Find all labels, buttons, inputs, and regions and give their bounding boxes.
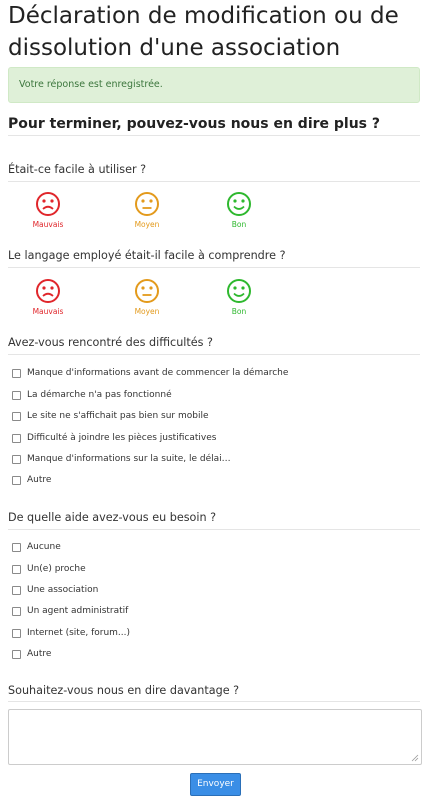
rating-label: Bon bbox=[231, 220, 247, 229]
checkbox-label: Le site ne s'affichait pas bien sur mobile bbox=[27, 411, 209, 421]
comments-textarea[interactable] bbox=[8, 709, 422, 765]
divider bbox=[8, 267, 420, 268]
difficulty-option[interactable] bbox=[12, 389, 412, 403]
checkbox[interactable] bbox=[12, 391, 21, 400]
question-help-needed: De quelle aide avez-vous eu besoin ? bbox=[8, 511, 217, 524]
form-heading: Pour terminer, pouvez-vous nous en dire plus ? bbox=[8, 116, 381, 132]
divider bbox=[8, 181, 420, 182]
help-option[interactable] bbox=[12, 605, 412, 619]
resize-handle-icon[interactable] bbox=[411, 754, 419, 762]
submit-button[interactable]: Envoyer bbox=[190, 773, 241, 796]
sad-face-icon bbox=[35, 278, 61, 304]
success-message: Votre réponse est enregistrée. bbox=[19, 79, 163, 90]
rating-label: Mauvais bbox=[32, 220, 64, 229]
help-option[interactable] bbox=[12, 627, 412, 641]
checkbox[interactable] bbox=[12, 543, 21, 552]
neutral-face-icon bbox=[134, 278, 160, 304]
help-option[interactable] bbox=[12, 541, 412, 555]
checkbox[interactable] bbox=[12, 629, 21, 638]
rating-label: Moyen bbox=[134, 220, 160, 229]
difficulty-option[interactable] bbox=[12, 367, 412, 381]
sad-face-icon bbox=[35, 191, 61, 217]
checkbox[interactable] bbox=[12, 607, 21, 616]
rating-good-language[interactable] bbox=[219, 278, 259, 316]
rating-good-ease[interactable] bbox=[219, 191, 259, 229]
rating-average-ease[interactable] bbox=[127, 191, 167, 229]
divider bbox=[8, 354, 420, 355]
divider bbox=[8, 135, 420, 136]
checkbox-label: Difficulté à joindre les pièces justificatives bbox=[27, 433, 217, 443]
checkbox-label: Un agent administratif bbox=[27, 606, 129, 616]
question-language-clarity: Le langage employé était-il facile à comprendre ? bbox=[8, 249, 286, 262]
happy-face-icon bbox=[226, 191, 252, 217]
page-title: Déclaration de modification ou de dissolution d'une association bbox=[8, 3, 399, 61]
happy-face-icon bbox=[226, 278, 252, 304]
success-alert bbox=[8, 67, 420, 103]
difficulty-option[interactable] bbox=[12, 453, 412, 467]
rating-average-language[interactable] bbox=[127, 278, 167, 316]
checkbox[interactable] bbox=[12, 476, 21, 485]
checkbox-label: Autre bbox=[27, 475, 52, 485]
difficulty-option[interactable] bbox=[12, 474, 412, 488]
difficulty-option[interactable] bbox=[12, 432, 412, 446]
checkbox-label: Internet (site, forum...) bbox=[27, 628, 131, 638]
checkbox[interactable] bbox=[12, 565, 21, 574]
question-difficulties: Avez-vous rencontré des difficultés ? bbox=[8, 336, 213, 349]
checkbox-label: Manque d'informations sur la suite, le délai… bbox=[27, 454, 231, 464]
help-option[interactable] bbox=[12, 584, 412, 598]
question-ease-of-use: Était-ce facile à utiliser ? bbox=[8, 163, 147, 176]
divider bbox=[8, 529, 420, 530]
rating-bad-ease[interactable] bbox=[28, 191, 68, 229]
rating-label: Mauvais bbox=[32, 307, 64, 316]
checkbox-label: Aucune bbox=[27, 542, 61, 552]
divider bbox=[8, 701, 420, 702]
help-option[interactable] bbox=[12, 563, 412, 577]
checkbox[interactable] bbox=[12, 650, 21, 659]
checkbox-label: Une association bbox=[27, 585, 99, 595]
checkbox-label: Un(e) proche bbox=[27, 564, 86, 574]
checkbox[interactable] bbox=[12, 369, 21, 378]
rating-label: Bon bbox=[231, 307, 247, 316]
rating-label: Moyen bbox=[134, 307, 160, 316]
question-more-details: Souhaitez-vous nous en dire davantage ? bbox=[8, 684, 240, 697]
difficulty-option[interactable] bbox=[12, 410, 412, 424]
help-option[interactable] bbox=[12, 648, 412, 662]
neutral-face-icon bbox=[134, 191, 160, 217]
checkbox[interactable] bbox=[12, 434, 21, 443]
checkbox[interactable] bbox=[12, 412, 21, 421]
checkbox-label: La démarche n'a pas fonctionné bbox=[27, 390, 172, 400]
checkbox-label: Autre bbox=[27, 649, 52, 659]
checkbox-label: Manque d'informations avant de commencer la démarche bbox=[27, 368, 289, 378]
checkbox[interactable] bbox=[12, 586, 21, 595]
checkbox[interactable] bbox=[12, 455, 21, 464]
rating-bad-language[interactable] bbox=[28, 278, 68, 316]
